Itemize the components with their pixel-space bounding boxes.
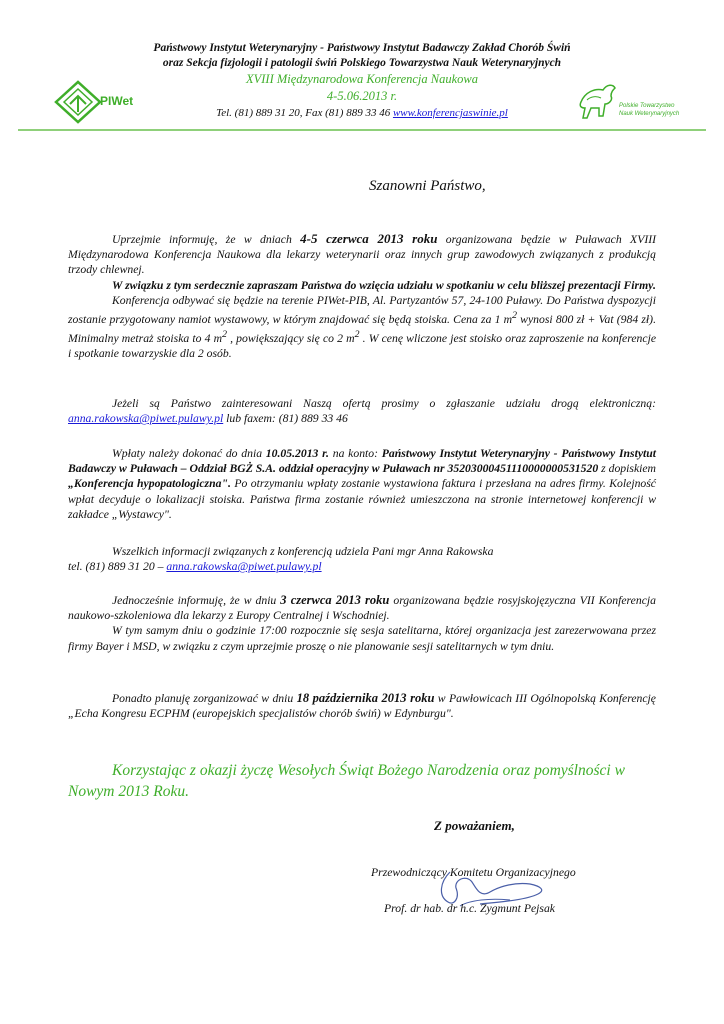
signatory-title: Przewodniczący Komitetu Organizacyjnego [371,866,576,879]
p7-text-a: Jednocześnie informuję, że w dniu [112,594,281,607]
holiday-wishes: Korzystając z okazji życzę Wesołych Świąt Bożego Narodzenia oraz pomyślności w Nowym 2013 Roku. [68,762,625,800]
letter-body-block-6 [68,691,656,721]
letter-body-block-4 [68,544,656,574]
paragraph-invitation: W związku z tym serdecznie zapraszam Państwa do wzięcia udziału w spotkaniu w celu bliższej prezentacji Firmy. [112,278,656,292]
paragraph-stand-pricing [68,293,656,362]
payment-deadline: 10.05.2013 r. [265,447,329,460]
bank-account: Państwowy Instytut Weterynaryjny - Państwowy Instytut Badawczy w Puławach – Oddział BGŻ S.A. oddział operacyjny w Puławach nr 35203000451110000000531520 [68,447,656,476]
conference-dates-bold: 4-5 czerwca 2013 roku [300,231,438,246]
p3-text-a: Konferencja odbywać się będzie na terenie PIWet-PIB, Al. Partyzantów 57, 24-100 Puławy. Do Państwa dyspozycji zostanie przygotowany namiot wystawowy, w którym znajdować się będą stoiska. Cena za 1 m [68,293,656,326]
contact-email-link[interactable]: anna.rakowska@piwet.pulawy.pl [166,560,322,574]
p9-text-a: Ponadto planuję zorganizować w dniu [112,692,297,705]
p3-sup2: 2 [222,329,227,341]
letter-closing: Z poważaniem, [434,818,515,833]
p9-text-c: w Pawłowicach III Ogólnopolską Konferencję „Echa Kongresu ECPHM (europejskich specjalistów chorób świń) w Edynburgu". [68,692,656,721]
p3-text-b: wynosi 800 zł + Vat (984 zł). Minimalny metraż stoiska to 4 m [68,312,656,345]
transfer-note: „Konferencja hypopatologiczna". [68,477,231,491]
header-conference-title: XVIII Międzynarodowa Konferencja Naukowa [245,72,479,86]
registration-email-link[interactable]: anna.rakowska@piwet.pulawy.pl [68,412,224,426]
p5-text-a: Wpłaty należy dokonać do dnia [112,447,266,460]
p4-text-b: lub faxem: (81) 889 33 46 [223,412,348,426]
p5-text-c: z dopiskiem [598,462,657,476]
signatory-name: Prof. dr hab. dr h.c. Zygmunt Pejsak [384,902,555,915]
p4-text-a: Jeżeli są Państwo zainteresowani Naszą ofertą prosimy o zgłaszanie udziału drogą elektroniczną: [112,397,656,410]
paragraph-contact-person: Wszelkich informacji związanych z konferencją udziela Pani mgr Anna Rakowska [112,545,494,558]
ptnw-logo-text [619,102,679,118]
p7-text-c: organizowana będzie rosyjskojęzyczna VII Konferencja naukowo-szkoleniowa dla lekarzy z Europy Centralnej i Wschodniej. [68,594,656,623]
letter-body-block-5 [68,593,656,654]
p5-text-d: Po otrzymaniu wpłaty zostanie wystawiona faktura i przesłana na adres firmy. Kolejność wpłat decyduje o lokalizacji stoiska. Państwa firma zostanie również umieszczona na stronie internetowej konferencji w zakładce „Wystawcy". [68,477,656,521]
header-divider [18,129,706,131]
letter-body-block-1 [68,231,656,361]
paragraph-october-conference [68,691,656,721]
p6-text-b: tel. (81) 889 31 20 – [68,560,167,574]
letter-body-block-3 [68,446,656,522]
header-conference-dates: 4-5.06.2013 r. [326,89,398,103]
header-institute-line: Państwowy Instytut Weterynaryjny - Państwowy Instytut Badawczy Zakład Chorób Świń [153,42,571,54]
website-link[interactable]: www.konferencjaswinie.pl [392,107,508,119]
p3-text-d: . W cenę wliczone jest stoisko oraz zaproszenie na konferencje i spotkanie towarzyskie dla 2 osób. [68,332,657,361]
piwet-logo [52,78,147,126]
october-conference-date: 18 października 2013 roku [296,691,435,705]
paragraph-conference-info [68,231,656,278]
p3-sup1: 2 [512,310,517,322]
ptnw-logo-line2: Nauk Weterynaryjnych [619,111,680,117]
ptnw-logo [575,80,715,132]
paragraph-payment [68,446,656,522]
paragraph-contact-phone [68,559,656,574]
letter-body-block-2 [68,396,656,426]
p3-sup3: 2 [354,329,360,341]
p1-text-c: organizowana będzie w Puławach XVIII Międzynarodowa Konferencja Naukowa dla lekarzy weterynarii oraz innych grup zawodowych związanych z produkcją trzody chlewnej. [68,233,657,277]
letter-greeting: Szanowni Państwo, [369,178,486,194]
p3-text-c: , powiększający się co 2 m [226,332,355,345]
horse-icon [575,80,619,128]
paragraph-registration [68,396,656,426]
paragraph-satellite-session: W tym samym dniu o godzinie 17:00 rozpocznie się sesja satelitarna, której organizacja jest zarezerwowana przez firmy Bayer i MSD, w związku z czym uprzejmie proszę o nie planowanie sesji satelitarnych w tym dniu. [68,624,656,653]
piwet-logo-text: PIWet [100,94,134,108]
ptnw-logo-line1: Polskie Towarzystwo [619,103,675,109]
paragraph-russian-conference [68,593,656,623]
russian-conference-date: 3 czerwca 2013 roku [280,593,390,607]
header-section-line: oraz Sekcja fizjologii i patologii świń Polskiego Towarzystwa Nauk Weterynaryjnych [162,57,562,69]
header-phone-fax: Tel. (81) 889 31 20, Fax (81) 889 33 46 [216,107,393,119]
p5-text-b: na konto: [328,447,382,460]
p1-text-a: Uprzejmie informuję, że w dniach [112,233,301,246]
